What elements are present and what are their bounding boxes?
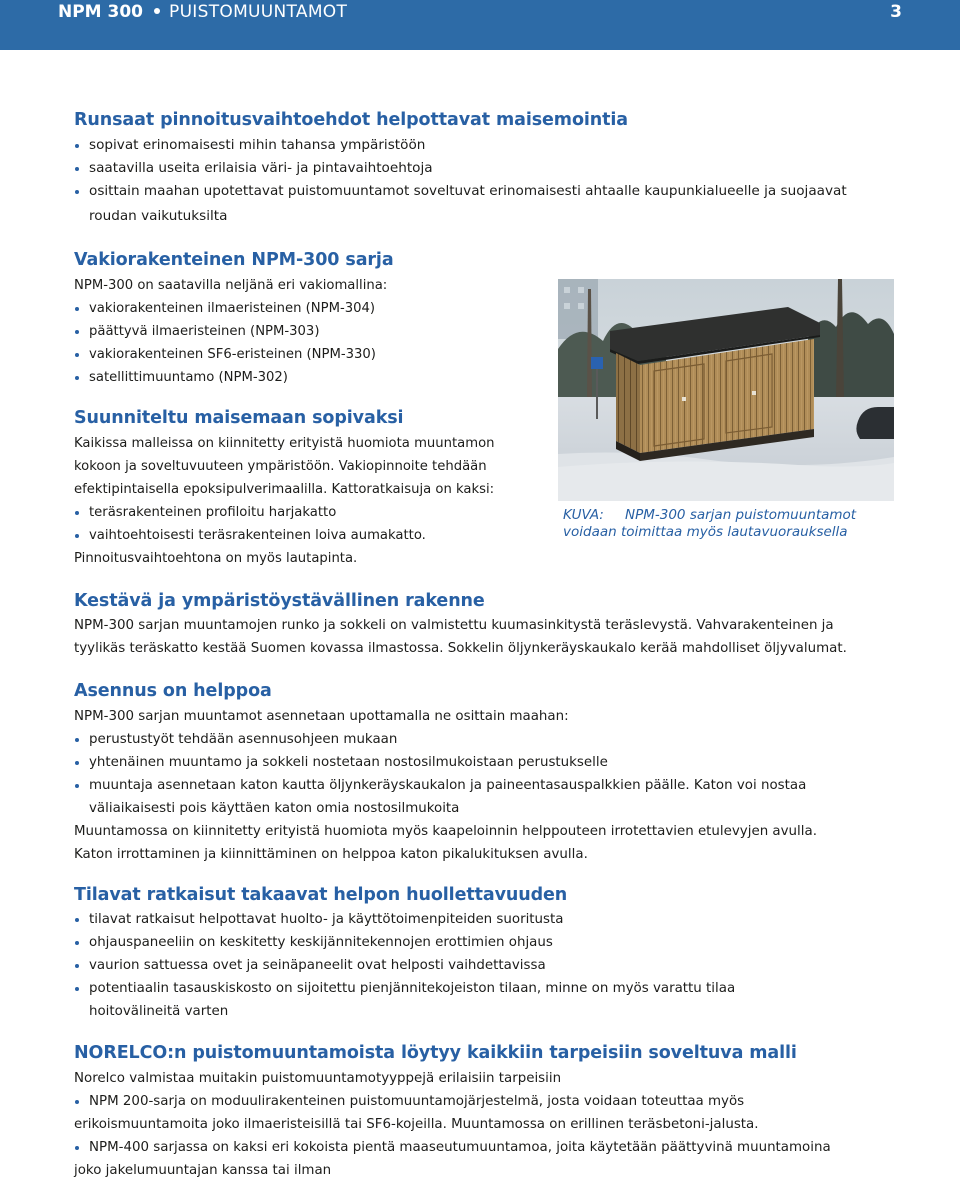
section-title-coatings: Runsaat pinnoitusvaihtoehdot helpottavat maisemointia	[74, 110, 628, 130]
list-item: vakiorakenteinen ilmaeristeinen (NPM-304)	[74, 297, 387, 320]
list-item: vakiorakenteinen SF6-eristeinen (NPM-330)	[74, 343, 387, 366]
paragraph-line: Katon irrottaminen ja kiinnittäminen on helppoa katon pikalukituksen avulla.	[74, 847, 588, 862]
list-item: yhtenäinen muuntamo ja sokkeli nostetaan nostosilmukoistaan perustukselle	[74, 751, 817, 774]
section-installation-body	[74, 705, 817, 866]
paragraph-line: Pinnoitusvaihtoehtona on myös lautapinta.	[74, 551, 358, 566]
list-item: ohjauspaneeliin on keskitetty keskijännitekennojen erottimien ohjaus	[74, 931, 735, 954]
page-number: 3	[890, 2, 902, 22]
paragraph: Norelco valmistaa muitakin puistomuuntamotyyppejä erilaisiin tarpeisiin	[74, 1071, 562, 1086]
list-item: tilavat ratkaisut helpottavat huolto- ja käyttötoimenpiteiden suoritusta	[74, 908, 735, 931]
list-item: NPM 200-sarja on moduulirakenteinen puistomuuntamojärjestelmä, josta voidaan toteuttaa myös	[74, 1090, 831, 1113]
caption-text: NPM-300 sarjan puistomuuntamot	[625, 507, 857, 523]
list-item: vaurion sattuessa ovet ja seinäpaneelit ovat helposti vaihdettavissa	[74, 954, 735, 977]
paragraph-line: efektipintaisella epoksipulverimaalilla. Kattoratkaisuja on kaksi:	[74, 482, 495, 497]
page-header	[0, 0, 960, 50]
section-title-norelco-range: NORELCO:n puistomuuntamoista löytyy kaikkiin tarpeisiin soveltuva malli	[74, 1043, 797, 1063]
list-item: NPM-400 sarjassa on kaksi eri kokoista pientä maaseutumuuntamoa, joita käytetään päättyvinä muuntamoina	[74, 1136, 831, 1159]
list-item: sopivat erinomaisesti mihin tahansa ympäristöön	[74, 134, 847, 157]
section-landscape-body	[74, 432, 495, 570]
photo-caption	[563, 507, 856, 541]
section-title-standard-series: Vakiorakenteinen NPM-300 sarja	[74, 250, 394, 270]
paragraph-line: kokoon ja soveltuvuuteen ympäristöön. Vakiopinnoite tehdään	[74, 459, 487, 474]
substation-photo	[558, 279, 894, 501]
section-coatings-body	[74, 134, 847, 228]
paragraph-line: tyylikäs teräskatto kestää Suomen kovassa ilmastossa. Sokkelin öljynkeräyskaukalo kerää mahdolliset öljyvalumat.	[74, 641, 847, 656]
section-norelco-range-body	[74, 1067, 831, 1182]
list-item: teräsrakenteinen profiloitu harjakatto	[74, 501, 495, 524]
header-title	[58, 0, 347, 28]
paragraph: NPM-300 sarjan muuntamot asennetaan upottamalla ne osittain maahan:	[74, 709, 569, 724]
section-standard-series-body	[74, 274, 387, 389]
section-title-landscape: Suunniteltu maisemaan sopivaksi	[74, 408, 404, 428]
paragraph: NPM-300 on saatavilla neljänä eri vakiomallina:	[74, 278, 388, 293]
list-item-continuation: joko jakelumuuntajan kanssa tai ilman	[74, 1163, 332, 1178]
list-item: perustustyöt tehdään asennusohjeen mukaan	[74, 728, 817, 751]
caption-text-line2: voidaan toimittaa myös lautavuorauksella	[563, 524, 848, 540]
paragraph-line: Kaikissa malleissa on kiinnitetty erityistä huomiota muuntamon	[74, 436, 495, 451]
list-item: saatavilla useita erilaisia väri- ja pintavaihtoehtoja	[74, 157, 847, 180]
list-item: vaihtoehtoisesti teräsrakenteinen loiva aumakatto.	[74, 524, 495, 547]
paragraph-line: Muuntamossa on kiinnitetty erityistä huomiota myös kaapeloinnin helppouteen irrotettavien etulevyjen avulla.	[74, 824, 817, 839]
list-item-continuation: väliaikaisesti pois käyttäen katon omia nostosilmukoita	[89, 801, 460, 816]
header-subtitle: PUISTOMUUNTAMOT	[169, 2, 348, 22]
caption-label: KUVA:	[563, 507, 604, 523]
section-maintenance-body	[74, 908, 735, 1023]
section-durable-body	[74, 614, 847, 660]
product-name: NPM 300	[58, 2, 144, 22]
list-item: muuntaja asennetaan katon kautta öljynkeräyskaukalon ja paineentasauspalkkien päälle. Katon voi nostaa	[74, 774, 817, 797]
paragraph-line: NPM-300 sarjan muuntamojen runko ja sokkeli on valmistettu kuumasinkitystä teräslevystä. Vahvarakenteinen ja	[74, 618, 834, 633]
section-title-durable: Kestävä ja ympäristöystävällinen rakenne	[74, 591, 485, 611]
list-item: osittain maahan upotettavat puistomuuntamot soveltuvat erinomaisesti ahtaalle kaupunkialueelle ja suojaavat	[74, 180, 847, 203]
list-item-continuation: hoitovälineitä varten	[89, 1004, 229, 1019]
list-item: potentiaalin tasauskiskosto on sijoitettu pienjännitekojeiston tilaan, minne on myös varattu tilaa	[74, 977, 735, 1000]
separator-dot	[154, 8, 160, 14]
section-title-maintenance: Tilavat ratkaisut takaavat helpon huollettavuuden	[74, 885, 568, 905]
list-item: satellittimuuntamo (NPM-302)	[74, 366, 387, 389]
list-item: päättyvä ilmaeristeinen (NPM-303)	[74, 320, 387, 343]
section-title-installation: Asennus on helppoa	[74, 681, 272, 701]
list-item-continuation: roudan vaikutuksilta	[89, 208, 228, 224]
list-item-continuation: erikoismuuntamoita joko ilmaeristeisillä tai SF6-kojeilla. Muuntamossa on erillinen teräsbetoni-jalusta.	[74, 1117, 759, 1132]
